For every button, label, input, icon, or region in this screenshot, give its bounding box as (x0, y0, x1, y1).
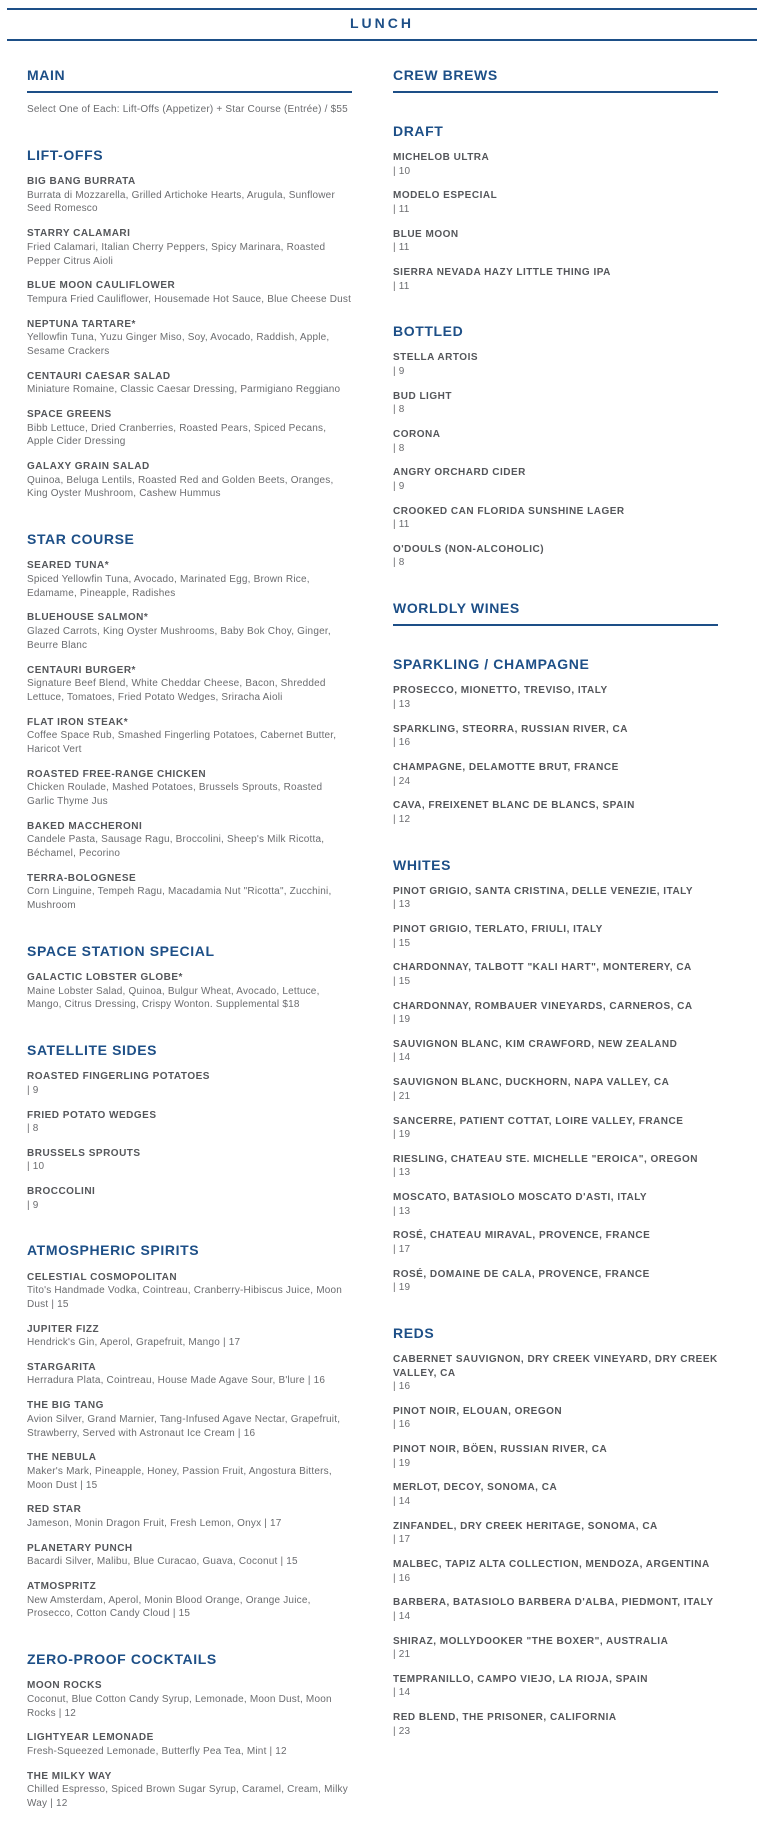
menu-section-reds (393, 1325, 718, 1739)
menu-item (393, 1520, 718, 1547)
item-price: | 21 (393, 1090, 411, 1102)
section-items (393, 1353, 718, 1738)
menu-item (27, 611, 352, 652)
item-description: Fresh-Squeezed Lemonade, Butterfly Pea Tea, Mint | 12 (27, 1745, 287, 1757)
item-description: Bibb Lettuce, Dried Cranberries, Roasted Pears, Spiced Pecans, Apple Cider Dressing (27, 422, 327, 448)
section-title: WORLDLY WINES (393, 600, 520, 617)
section-title: SPACE STATION SPECIAL (27, 943, 215, 959)
item-name: THE BIG TANG (27, 1400, 104, 1412)
item-price: | 15 (393, 937, 411, 949)
item-description: Maker's Mark, Pineapple, Honey, Passion Fruit, Angostura Bitters, Moon Dust | 15 (27, 1465, 332, 1491)
section-title: SATELLITE SIDES (27, 1042, 158, 1059)
section-items (27, 1070, 352, 1212)
menu-section-star-course (27, 531, 352, 913)
menu-item (27, 1679, 352, 1720)
item-name: SIERRA NEVADA HAZY LITTLE THING IPA (393, 267, 611, 279)
menu-item (393, 885, 718, 912)
section-underline (393, 624, 718, 626)
menu-item (393, 1405, 718, 1432)
menu-item (393, 390, 718, 417)
item-name: PINOT NOIR, BÖEN, RUSSIAN RIVER, CA (393, 1444, 608, 1456)
item-name: CABERNET SAUVIGNON, DRY CREEK VINEYARD, DRY CREEK VALLEY, CA (393, 1354, 718, 1379)
menu-item (27, 1503, 352, 1530)
item-name: ATMOSPRITZ (27, 1581, 97, 1593)
menu-section-worldly-wines (393, 600, 718, 626)
item-name: SAUVIGNON BLANC, DUCKHORN, NAPA VALLEY, CA (393, 1077, 670, 1089)
menu-item (27, 1185, 352, 1212)
menu-section-atmospheric-spirits (27, 1242, 352, 1621)
menu-item (393, 151, 718, 178)
item-description: Burrata di Mozzarella, Grilled Artichoke Hearts, Arugula, Sunflower Seed Romesco (27, 189, 335, 215)
item-price: | 8 (393, 557, 405, 569)
menu-item (393, 1268, 718, 1295)
menu-item (393, 228, 718, 255)
menu-item (27, 1147, 352, 1174)
item-name: FRIED POTATO WEDGES (27, 1109, 157, 1121)
left-column (27, 67, 352, 1822)
item-name: BUD LIGHT (393, 390, 452, 402)
menu-item (27, 318, 352, 359)
item-price: | 11 (393, 519, 410, 531)
item-name: CAVA, FREIXENET BLANC DE BLANCS, SPAIN (393, 800, 635, 812)
menu-section-bottled (393, 323, 718, 570)
item-description: Quinoa, Beluga Lentils, Roasted Red and Golden Beets, Oranges, King Oyster Mushroom, Cashew Hummus (27, 474, 334, 500)
menu-item (393, 351, 718, 378)
menu-section-zero-proof-cocktails (27, 1651, 352, 1811)
menu-item (393, 1711, 718, 1738)
menu-item (393, 799, 718, 826)
menu-item (393, 1673, 718, 1700)
menu-item (393, 189, 718, 216)
item-name: GALACTIC LOBSTER GLOBE* (27, 972, 183, 984)
item-price: | 16 (393, 1572, 411, 1584)
menu-item (27, 1271, 352, 1312)
menu-section-lift-offs (27, 147, 352, 501)
section-title: ATMOSPHERIC SPIRITS (27, 1242, 200, 1259)
item-description: Bacardi Silver, Malibu, Blue Curacao, Guava, Coconut | 15 (27, 1556, 298, 1568)
item-name: ANGRY ORCHARD CIDER (393, 467, 526, 479)
item-name: TEMPRANILLO, CAMPO VIEJO, LA RIOJA, SPAIN (393, 1673, 648, 1685)
item-name: MERLOT, DECOY, SONOMA, CA (393, 1482, 558, 1494)
menu-item (393, 1000, 718, 1027)
item-description: Corn Linguine, Tempeh Ragu, Macadamia Nut "Ricotta", Zucchini, Mushroom (27, 886, 332, 912)
menu-item (27, 768, 352, 809)
menu-item (27, 1323, 352, 1350)
item-description: Coffee Space Rub, Smashed Fingerling Potatoes, Cabernet Butter, Haricot Vert (27, 730, 337, 755)
menu-item (393, 1115, 718, 1142)
item-price: | 21 (393, 1649, 411, 1661)
item-name: PINOT NOIR, ELOUAN, OREGON (393, 1405, 563, 1417)
item-name: SPACE GREENS (27, 409, 112, 421)
menu-item (27, 1070, 352, 1097)
item-price: | 10 (393, 165, 411, 177)
item-name: THE MILKY WAY (27, 1770, 112, 1782)
right-column (393, 67, 718, 1822)
item-description: Herradura Plata, Cointreau, House Made Agave Sour, B'lure | 16 (27, 1375, 326, 1387)
menu-item (393, 1038, 718, 1065)
item-price: | 8 (393, 404, 405, 416)
item-name: CHARDONNAY, TALBOTT "KALI HART", MONTERERY, CA (393, 962, 692, 974)
item-description: Chicken Roulade, Mashed Potatoes, Brussels Sprouts, Roasted Garlic Thyme Jus (27, 782, 323, 808)
item-name: CROOKED CAN FLORIDA SUNSHINE LAGER (393, 505, 625, 517)
menu-item (27, 872, 352, 913)
item-name: THE NEBULA (27, 1452, 97, 1464)
section-title: SPARKLING / CHAMPAGNE (393, 656, 590, 673)
item-name: MALBEC, TAPIZ ALTA COLLECTION, MENDOZA, ARGENTINA (393, 1559, 710, 1571)
item-name: SPARKLING, STEORRA, RUSSIAN RIVER, CA (393, 723, 628, 735)
item-name: TERRA-BOLOGNESE (27, 872, 137, 884)
menu-item (393, 684, 718, 711)
item-name: STARRY CALAMARI (27, 228, 131, 240)
item-name: ROSÉ, CHATEAU MIRAVAL, PROVENCE, FRANCE (393, 1230, 651, 1242)
menu-item (27, 1399, 352, 1440)
menu-section-main (27, 67, 352, 117)
item-description: Spiced Yellowfin Tuna, Avocado, Marinated Egg, Brown Rice, Edamame, Pineapple, Radishes (27, 573, 310, 599)
item-name: BLUE MOON CAULIFLOWER (27, 280, 176, 292)
item-name: CENTAURI CAESAR SALAD (27, 370, 171, 382)
item-price: | 16 (393, 1419, 411, 1431)
item-name: BAKED MACCHERONI (27, 820, 143, 832)
item-description: Yellowfin Tuna, Yuzu Ginger Miso, Soy, Avocado, Raddish, Apple, Sesame Crackers (27, 332, 330, 357)
item-description: Chilled Espresso, Spiced Brown Sugar Syrup, Caramel, Cream, Milky Way | 12 (27, 1784, 348, 1809)
item-description: Coconut, Blue Cotton Candy Syrup, Lemonade, Moon Dust, Moon Rocks | 12 (27, 1693, 332, 1719)
section-title: REDS (393, 1324, 435, 1341)
item-name: CHARDONNAY, ROMBAUER VINEYARDS, CARNEROS, CA (393, 1000, 693, 1012)
item-price: | 14 (393, 1495, 411, 1507)
item-description: Glazed Carrots, King Oyster Mushrooms, Baby Bok Choy, Ginger, Beurre Blanc (27, 625, 331, 651)
item-price: | 19 (393, 1014, 411, 1026)
menu-item (393, 1153, 718, 1180)
item-price: | 8 (27, 1123, 39, 1135)
item-name: NEPTUNA TARTARE* (27, 318, 136, 330)
item-name: FLAT IRON STEAK* (27, 716, 129, 728)
item-name: STARGARITA (27, 1361, 97, 1373)
menu-item (27, 370, 352, 397)
menu-item (27, 1361, 352, 1388)
menu-item (27, 1109, 352, 1136)
item-price: | 13 (393, 899, 411, 911)
item-description: Maine Lobster Salad, Quinoa, Bulgur Wheat, Avocado, Lettuce, Mango, Citrus Dressing, Crispy Wonton. Supplemental $18 (27, 985, 320, 1011)
menu-item (27, 716, 352, 757)
item-description: Tito's Handmade Vodka, Cointreau, Cranberry-Hibiscus Juice, Moon Dust | 15 (27, 1285, 343, 1310)
section-items (393, 885, 718, 1295)
section-title: DRAFT (393, 123, 444, 140)
item-price: | 24 (393, 775, 411, 787)
item-description: Hendrick's Gin, Aperol, Grapefruit, Mango | 17 (27, 1337, 241, 1349)
menu-item (27, 820, 352, 861)
item-description: New Amsterdam, Aperol, Monin Blood Orange, Orange Juice, Prosecco, Cotton Candy Cloud | 15 (27, 1594, 311, 1620)
item-price: | 19 (393, 1457, 411, 1469)
item-name: BARBERA, BATASIOLO BARBERA D'ALBA, PIEDMONT, ITALY (393, 1597, 714, 1609)
item-name: STELLA ARTOIS (393, 352, 479, 364)
menu-item (27, 1451, 352, 1492)
item-price: | 14 (393, 1610, 411, 1622)
menu-item (393, 1229, 718, 1256)
section-items (27, 175, 352, 501)
menu-item (27, 1542, 352, 1569)
item-name: BLUEHOUSE SALMON* (27, 612, 149, 624)
menu-item (393, 466, 718, 493)
menu-item (393, 1558, 718, 1585)
item-name: LIGHTYEAR LEMONADE (27, 1732, 154, 1744)
item-price: | 13 (393, 698, 411, 710)
item-name: ROSÉ, DOMAINE DE CALA, PROVENCE, FRANCE (393, 1268, 650, 1280)
menu-item (393, 1353, 718, 1394)
menu-item (393, 1635, 718, 1662)
item-name: SHIRAZ, MOLLYDOOKER "THE BOXER", AUSTRALIA (393, 1635, 669, 1647)
item-name: GALAXY GRAIN SALAD (27, 461, 150, 473)
menu-item (393, 761, 718, 788)
menu-item (27, 175, 352, 216)
section-title: BOTTLED (393, 323, 464, 340)
item-description: Tempura Fried Cauliflower, Housemade Hot Sauce, Blue Cheese Dust (27, 293, 352, 305)
menu-title: LUNCH (350, 15, 414, 31)
section-underline (27, 91, 352, 93)
item-name: SAUVIGNON BLANC, KIM CRAWFORD, NEW ZEALAND (393, 1038, 678, 1050)
item-name: JUPITER FIZZ (27, 1323, 100, 1335)
menu-item (393, 428, 718, 455)
menu-banner (7, 8, 757, 41)
item-name: SANCERRE, PATIENT COTTAT, LOIRE VALLEY, FRANCE (393, 1115, 684, 1127)
item-price: | 16 (393, 737, 411, 749)
item-price: | 14 (393, 1687, 411, 1699)
item-name: RED BLEND, THE PRISONER, CALIFORNIA (393, 1712, 617, 1724)
item-description: Fried Calamari, Italian Cherry Peppers, Spicy Marinara, Roasted Pepper Citrus Aioli (27, 241, 326, 267)
section-items (27, 1271, 352, 1622)
item-name: MOSCATO, BATASIOLO MOSCATO D'ASTI, ITALY (393, 1192, 648, 1204)
item-name: O'DOULS (NON-ALCOHOLIC) (393, 543, 545, 555)
item-name: PLANETARY PUNCH (27, 1542, 133, 1554)
menu-item (27, 1731, 352, 1758)
section-title: CREW BREWS (393, 67, 498, 83)
item-price: | 9 (393, 480, 405, 492)
item-description: Signature Beef Blend, White Cheddar Cheese, Bacon, Shredded Lettuce, Tomatoes, Fried Potato Wedges, Sriracha Aioli (27, 678, 326, 703)
menu-item (27, 559, 352, 600)
item-price: | 8 (393, 442, 405, 454)
menu-item (393, 1443, 718, 1470)
lunch-menu-page (0, 8, 764, 1842)
section-title: ZERO-PROOF COCKTAILS (27, 1651, 217, 1668)
item-name: RIESLING, CHATEAU STE. MICHELLE "EROICA", OREGON (393, 1153, 698, 1165)
item-name: CENTAURI BURGER* (27, 664, 136, 676)
item-price: | 9 (393, 365, 405, 377)
section-items (393, 151, 718, 293)
section-underline (393, 91, 718, 93)
item-price: | 11 (393, 280, 410, 292)
section-items (393, 684, 718, 826)
menu-section-space-station-special (27, 943, 352, 1012)
section-items (27, 1679, 352, 1810)
item-price: | 13 (393, 1167, 411, 1179)
section-items (393, 351, 718, 570)
item-name: CORONA (393, 429, 441, 441)
menu-section-sparkling-champagne (393, 656, 718, 826)
item-description: Candele Pasta, Sausage Ragu, Broccolini, Sheep's Milk Ricotta, Béchamel, Pecorino (27, 834, 325, 860)
item-description: Jameson, Monin Dragon Fruit, Fresh Lemon, Onyx | 17 (27, 1517, 282, 1529)
item-name: BRUSSELS SPROUTS (27, 1147, 141, 1159)
menu-section-draft (393, 123, 718, 293)
menu-item (393, 543, 718, 570)
item-name: MICHELOB ULTRA (393, 152, 490, 164)
menu-item (393, 1481, 718, 1508)
menu-item (393, 723, 718, 750)
item-name: MOON ROCKS (27, 1680, 102, 1692)
menu-item (27, 227, 352, 268)
item-name: MODELO ESPECIAL (393, 190, 498, 202)
menu-item (27, 1580, 352, 1621)
menu-item (27, 460, 352, 501)
menu-item (393, 923, 718, 950)
item-name: PINOT GRIGIO, SANTA CRISTINA, DELLE VENEZIE, ITALY (393, 885, 694, 897)
item-price: | 19 (393, 1282, 411, 1294)
section-items (27, 971, 352, 1012)
menu-content (0, 41, 764, 1842)
section-title: MAIN (27, 67, 66, 83)
item-price: | 10 (27, 1161, 45, 1173)
item-name: ROASTED FREE-RANGE CHICKEN (27, 768, 207, 780)
menu-section-whites (393, 857, 718, 1295)
section-title: LIFT-OFFS (27, 147, 104, 164)
menu-item (393, 961, 718, 988)
item-price: | 19 (393, 1129, 411, 1140)
item-price: | 23 (393, 1725, 411, 1737)
item-price: | 14 (393, 1052, 411, 1064)
item-price: | 16 (393, 1381, 411, 1393)
section-title: STAR COURSE (27, 531, 135, 548)
menu-section-satellite-sides (27, 1042, 352, 1212)
item-name: PROSECCO, MIONETTO, TREVISO, ITALY (393, 685, 608, 697)
section-items (27, 559, 352, 913)
item-name: CELESTIAL COSMOPOLITAN (27, 1271, 178, 1283)
section-title: WHITES (393, 856, 452, 873)
item-description: Avion Silver, Grand Marnier, Tang-Infused Agave Nectar, Grapefruit, Strawberry, Served with Astronaut Ice Cream | 16 (27, 1413, 341, 1439)
item-price: | 11 (393, 242, 410, 254)
item-name: PINOT GRIGIO, TERLATO, FRIULI, ITALY (393, 924, 603, 936)
menu-item (393, 1191, 718, 1218)
item-price: | 15 (393, 975, 411, 987)
item-price: | 9 (27, 1084, 39, 1096)
item-name: SEARED TUNA* (27, 560, 110, 572)
menu-item (393, 266, 718, 293)
section-note: Select One of Each: Lift-Offs (Appetizer) + Star Course (Entrée) / $55 (27, 104, 348, 116)
menu-item (27, 408, 352, 449)
item-name: ROASTED FINGERLING POTATOES (27, 1071, 210, 1083)
item-price: | 12 (393, 813, 411, 825)
item-name: BIG BANG BURRATA (27, 176, 136, 188)
menu-item (27, 971, 352, 1012)
menu-item (27, 664, 352, 705)
menu-section-crew-brews (393, 67, 718, 93)
item-price: | 17 (393, 1243, 411, 1255)
item-name: ZINFANDEL, DRY CREEK HERITAGE, SONOMA, CA (393, 1520, 658, 1532)
item-name: BROCCOLINI (27, 1186, 96, 1198)
menu-item (393, 505, 718, 532)
item-price: | 17 (393, 1534, 411, 1546)
item-price: | 9 (27, 1199, 39, 1211)
item-name: RED STAR (27, 1504, 82, 1516)
menu-item (393, 1596, 718, 1623)
item-price: | 13 (393, 1205, 411, 1217)
item-name: CHAMPAGNE, DELAMOTTE BRUT, FRANCE (393, 762, 619, 774)
item-price: | 11 (393, 203, 410, 215)
menu-item (27, 1770, 352, 1811)
item-description: Miniature Romaine, Classic Caesar Dressing, Parmigiano Reggiano (27, 384, 341, 396)
menu-item (27, 279, 352, 306)
item-name: BLUE MOON (393, 228, 459, 240)
menu-item (393, 1076, 718, 1103)
